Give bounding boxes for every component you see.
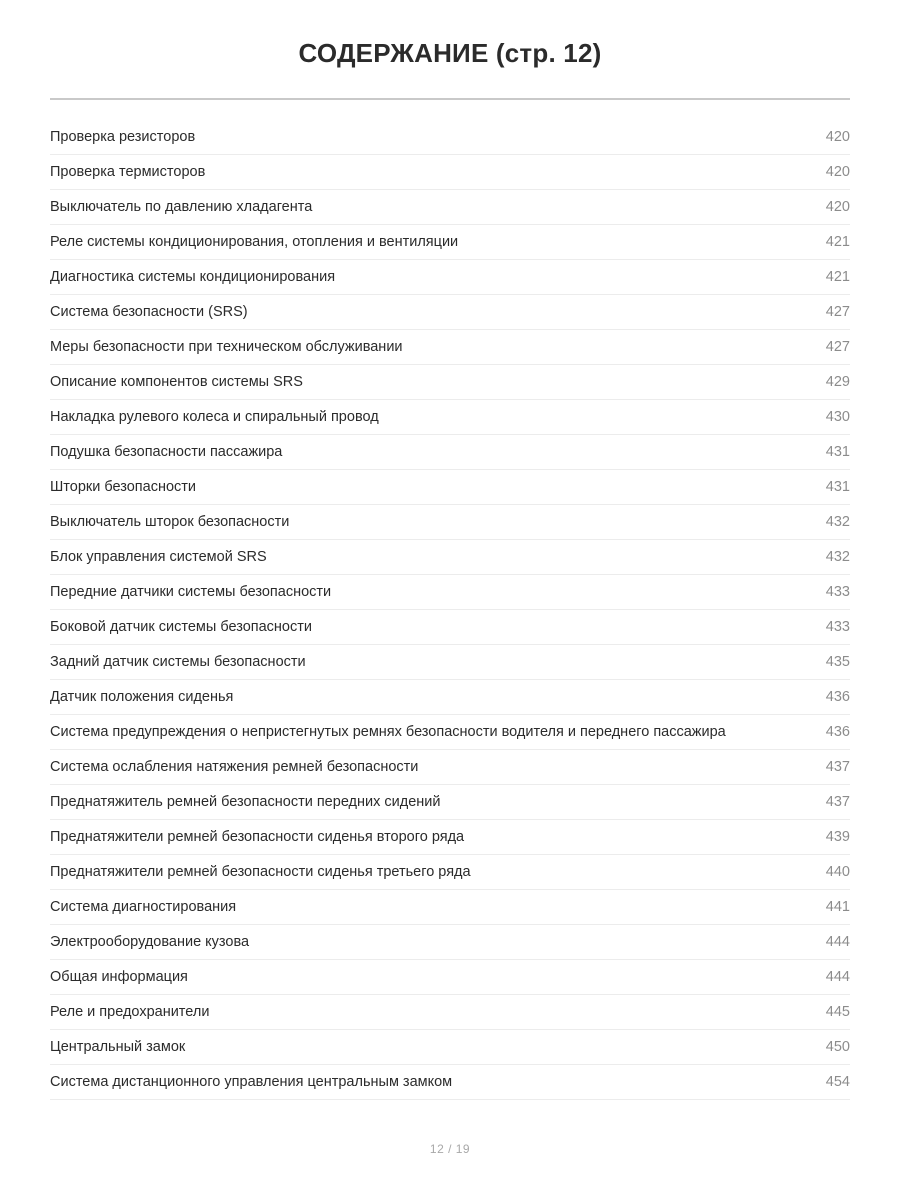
toc-entry-title: Проверка резисторов bbox=[50, 129, 196, 145]
toc-row[interactable] bbox=[50, 645, 850, 680]
document-header bbox=[0, 0, 900, 100]
toc-entry-title: Накладка рулевого колеса и спиральный провод bbox=[50, 409, 379, 425]
toc-row[interactable] bbox=[50, 505, 850, 540]
toc-entry-page: 439 bbox=[825, 829, 850, 845]
toc-entry-title: Реле системы кондиционирования, отопления и вентиляции bbox=[50, 234, 459, 250]
toc-entry-title: Диагностика системы кондиционирования bbox=[50, 269, 336, 285]
toc-entry-title: Электрооборудование кузова bbox=[50, 934, 250, 950]
toc-entry-page: 427 bbox=[825, 304, 850, 320]
toc-entry-title: Система безопасности (SRS) bbox=[50, 304, 248, 320]
toc-entry-title: Меры безопасности при техническом обслуживании bbox=[50, 339, 403, 355]
toc-entry-title: Реле и предохранители bbox=[50, 1004, 210, 1020]
toc-row[interactable] bbox=[50, 120, 850, 155]
toc-entry-page: 444 bbox=[825, 969, 850, 985]
toc-entry-page: 437 bbox=[825, 794, 850, 810]
toc-entry-page: 444 bbox=[825, 934, 850, 950]
toc-entry-title: Боковой датчик системы безопасности bbox=[50, 619, 312, 635]
toc-entry-page: 450 bbox=[825, 1039, 850, 1055]
toc-row[interactable] bbox=[50, 960, 850, 995]
toc-entry-title: Подушка безопасности пассажира bbox=[50, 444, 283, 460]
toc-entry-page: 454 bbox=[825, 1074, 850, 1090]
page-indicator: 12 / 19 bbox=[429, 1142, 471, 1156]
toc-entry-page: 420 bbox=[825, 199, 850, 215]
toc-row[interactable] bbox=[50, 575, 850, 610]
toc-row[interactable] bbox=[50, 155, 850, 190]
toc-entry-page: 431 bbox=[825, 479, 850, 495]
toc-entry-page: 441 bbox=[825, 899, 850, 915]
toc-row[interactable] bbox=[50, 610, 850, 645]
toc-row[interactable] bbox=[50, 855, 850, 890]
toc-row[interactable] bbox=[50, 225, 850, 260]
toc-row[interactable] bbox=[50, 995, 850, 1030]
toc-row[interactable] bbox=[50, 820, 850, 855]
toc-entry-title: Проверка термисторов bbox=[50, 164, 206, 180]
toc-entry-title: Блок управления системой SRS bbox=[50, 549, 267, 565]
toc-row[interactable] bbox=[50, 715, 850, 750]
toc-entry-page: 436 bbox=[825, 689, 850, 705]
toc-row[interactable] bbox=[50, 750, 850, 785]
toc-row[interactable] bbox=[50, 1065, 850, 1100]
toc-entry-title: Центральный замок bbox=[50, 1039, 186, 1055]
toc-entry-title: Задний датчик системы безопасности bbox=[50, 654, 306, 670]
toc-row[interactable] bbox=[50, 295, 850, 330]
toc-entry-title: Общая информация bbox=[50, 969, 188, 985]
toc-entry-title: Описание компонентов системы SRS bbox=[50, 374, 303, 390]
toc-entry-page: 420 bbox=[825, 164, 850, 180]
table-of-contents bbox=[50, 120, 850, 1100]
toc-entry-title: Преднатяжители ремней безопасности сиденья третьего ряда bbox=[50, 864, 471, 880]
toc-entry-page: 430 bbox=[825, 409, 850, 425]
toc-entry-page: 445 bbox=[825, 1004, 850, 1020]
toc-row[interactable] bbox=[50, 680, 850, 715]
toc-entry-page: 435 bbox=[825, 654, 850, 670]
toc-entry-title: Шторки безопасности bbox=[50, 479, 197, 495]
toc-entry-page: 427 bbox=[825, 339, 850, 355]
toc-entry-page: 421 bbox=[825, 234, 850, 250]
toc-row[interactable] bbox=[50, 330, 850, 365]
toc-entry-title: Система дистанционного управления центральным замком bbox=[50, 1074, 453, 1090]
toc-entry-page: 420 bbox=[825, 129, 850, 145]
toc-entry-title: Выключатель по давлению хладагента bbox=[50, 199, 313, 215]
toc-entry-title: Выключатель шторок безопасности bbox=[50, 514, 290, 530]
toc-entry-title: Система ослабления натяжения ремней безопасности bbox=[50, 759, 419, 775]
toc-entry-page: 440 bbox=[825, 864, 850, 880]
toc-row[interactable] bbox=[50, 400, 850, 435]
toc-row[interactable] bbox=[50, 470, 850, 505]
toc-entry-page: 432 bbox=[825, 549, 850, 565]
page-title: СОДЕРЖАНИЕ (стр. 12) bbox=[298, 38, 602, 68]
toc-entry-page: 432 bbox=[825, 514, 850, 530]
toc-entry-page: 436 bbox=[825, 724, 850, 740]
title-divider bbox=[50, 98, 850, 100]
toc-entry-title: Система предупреждения о непристегнутых ремнях безопасности водителя и переднего пассажира bbox=[50, 724, 726, 740]
toc-entry-page: 433 bbox=[825, 584, 850, 600]
document-footer bbox=[0, 1142, 900, 1200]
toc-row[interactable] bbox=[50, 365, 850, 400]
toc-entry-page: 429 bbox=[825, 374, 850, 390]
toc-entry-title: Преднатяжители ремней безопасности сиденья второго ряда bbox=[50, 829, 465, 845]
toc-entry-title: Преднатяжитель ремней безопасности передних сидений bbox=[50, 794, 441, 810]
toc-row[interactable] bbox=[50, 540, 850, 575]
toc-row[interactable] bbox=[50, 925, 850, 960]
toc-entry-title: Система диагностирования bbox=[50, 899, 237, 915]
toc-entry-page: 431 bbox=[825, 444, 850, 460]
toc-entry-title: Датчик положения сиденья bbox=[50, 689, 234, 705]
toc-entry-page: 421 bbox=[825, 269, 850, 285]
toc-entry-page: 433 bbox=[825, 619, 850, 635]
toc-row[interactable] bbox=[50, 435, 850, 470]
toc-row[interactable] bbox=[50, 785, 850, 820]
toc-row[interactable] bbox=[50, 1030, 850, 1065]
toc-entry-title: Передние датчики системы безопасности bbox=[50, 584, 332, 600]
toc-row[interactable] bbox=[50, 890, 850, 925]
toc-row[interactable] bbox=[50, 190, 850, 225]
toc-row[interactable] bbox=[50, 260, 850, 295]
toc-entry-page: 437 bbox=[825, 759, 850, 775]
